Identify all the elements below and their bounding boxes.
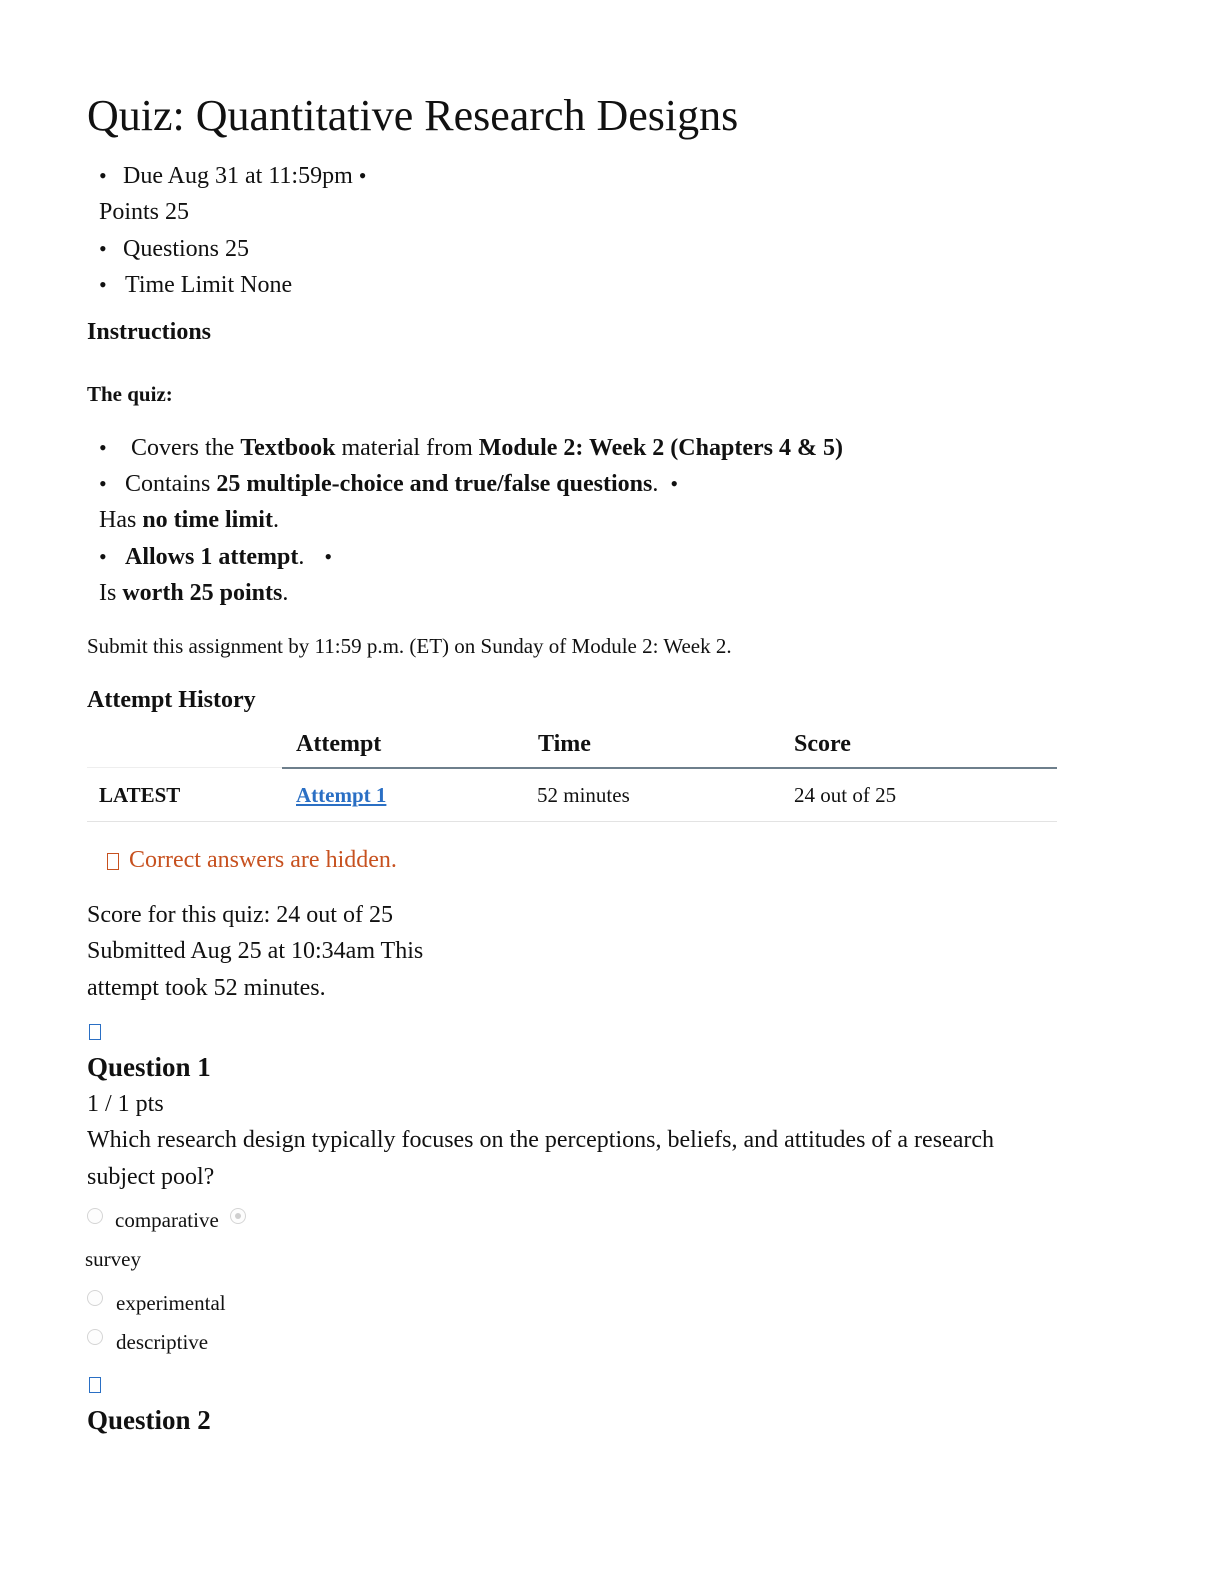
notice-text: Correct answers are hidden. [129,847,397,873]
submit-note: Submit this assignment by 11:59 p.m. (ET) on Sunday of Module 2: Week 2. [87,634,732,658]
bullet: • [324,544,333,569]
instruction-item-questions [99,468,694,500]
text-bold: no time limit [142,507,273,533]
attempt-score: 24 out of 25 [794,783,897,807]
time-limit: Time Limit None [125,272,293,298]
text-bold: Module 2: Week 2 (Chapters 4 & 5) [478,435,843,461]
text: . [298,544,305,570]
option-comparative: comparative [115,1208,219,1232]
attempt-duration: attempt took 52 minutes. [87,975,326,1001]
instructions-subheading: The quiz: [87,382,173,406]
text: Has [99,507,143,533]
question-title: Question 1 [87,1052,211,1082]
option-experimental: experimental [116,1291,226,1315]
column-header-score: Score [794,731,851,757]
text: Contains [125,471,217,497]
points-item: Points 25 [99,199,190,225]
instruction-item-textbook [99,432,843,464]
warning-icon [107,853,119,870]
option-descriptive: descriptive [116,1330,209,1354]
attempt-link[interactable]: Attempt 1 [296,783,387,807]
question-prompt-line1: Which research design typically focuses on the perceptions, beliefs, and attitudes of a research [87,1127,994,1153]
bullet: • [99,471,107,496]
text: Covers the [131,435,241,461]
bullet: • [358,163,367,188]
text-bold: 25 multiple-choice and true/false questions [216,471,653,497]
text: Is [99,580,123,606]
instruction-item-time [99,504,279,536]
questions-item [99,233,249,265]
text-bold: Textbook [240,435,336,461]
text: material from [335,435,479,461]
time-limit-item [99,269,292,301]
text-bold: worth 25 points [122,580,283,606]
bullet: • [670,471,679,496]
radio-descriptive[interactable] [87,1329,103,1345]
table-bottom-rule [87,821,1057,822]
question-prompt-line2: subject pool? [87,1164,215,1190]
question-points: 1 / 1 pts [87,1091,164,1117]
radio-survey[interactable] [230,1208,246,1224]
table-divider [87,767,282,768]
questions-count: Questions 25 [123,236,249,262]
text: . [282,580,289,606]
column-header-attempt: Attempt [296,731,382,757]
instruction-item-points [99,577,288,609]
due-date: Due Aug 31 at 11:59pm [123,163,353,189]
flag-icon[interactable] [89,1024,101,1040]
bullet: • [99,544,107,569]
bullet: • [99,163,107,188]
submitted-at: Submitted Aug 25 at 10:34am This [87,938,424,964]
page-title: Quiz: Quantitative Research Designs [87,91,739,140]
instructions-heading: Instructions [87,319,212,345]
question-title: Question 2 [87,1405,211,1435]
flag-icon[interactable] [89,1377,101,1393]
option-survey: survey [85,1247,141,1271]
table-header-rule [282,767,1057,769]
bullet: • [99,272,107,297]
radio-experimental[interactable] [87,1290,103,1306]
quiz-score: Score for this quiz: 24 out of 25 [87,902,393,928]
text: . [272,507,279,533]
attempt-history-heading: Attempt History [87,687,256,713]
answers-hidden-notice [107,844,397,876]
bullet: • [99,236,107,261]
column-header-time: Time [538,731,591,757]
due-date-item [99,160,383,192]
radio-comparative[interactable] [87,1208,103,1224]
latest-label: LATEST [99,783,181,807]
bullet: • [99,435,107,460]
text: . [652,471,659,497]
instruction-item-attempts [99,541,348,573]
text-bold: Allows 1 attempt [125,544,299,570]
attempt-time: 52 minutes [537,783,630,807]
